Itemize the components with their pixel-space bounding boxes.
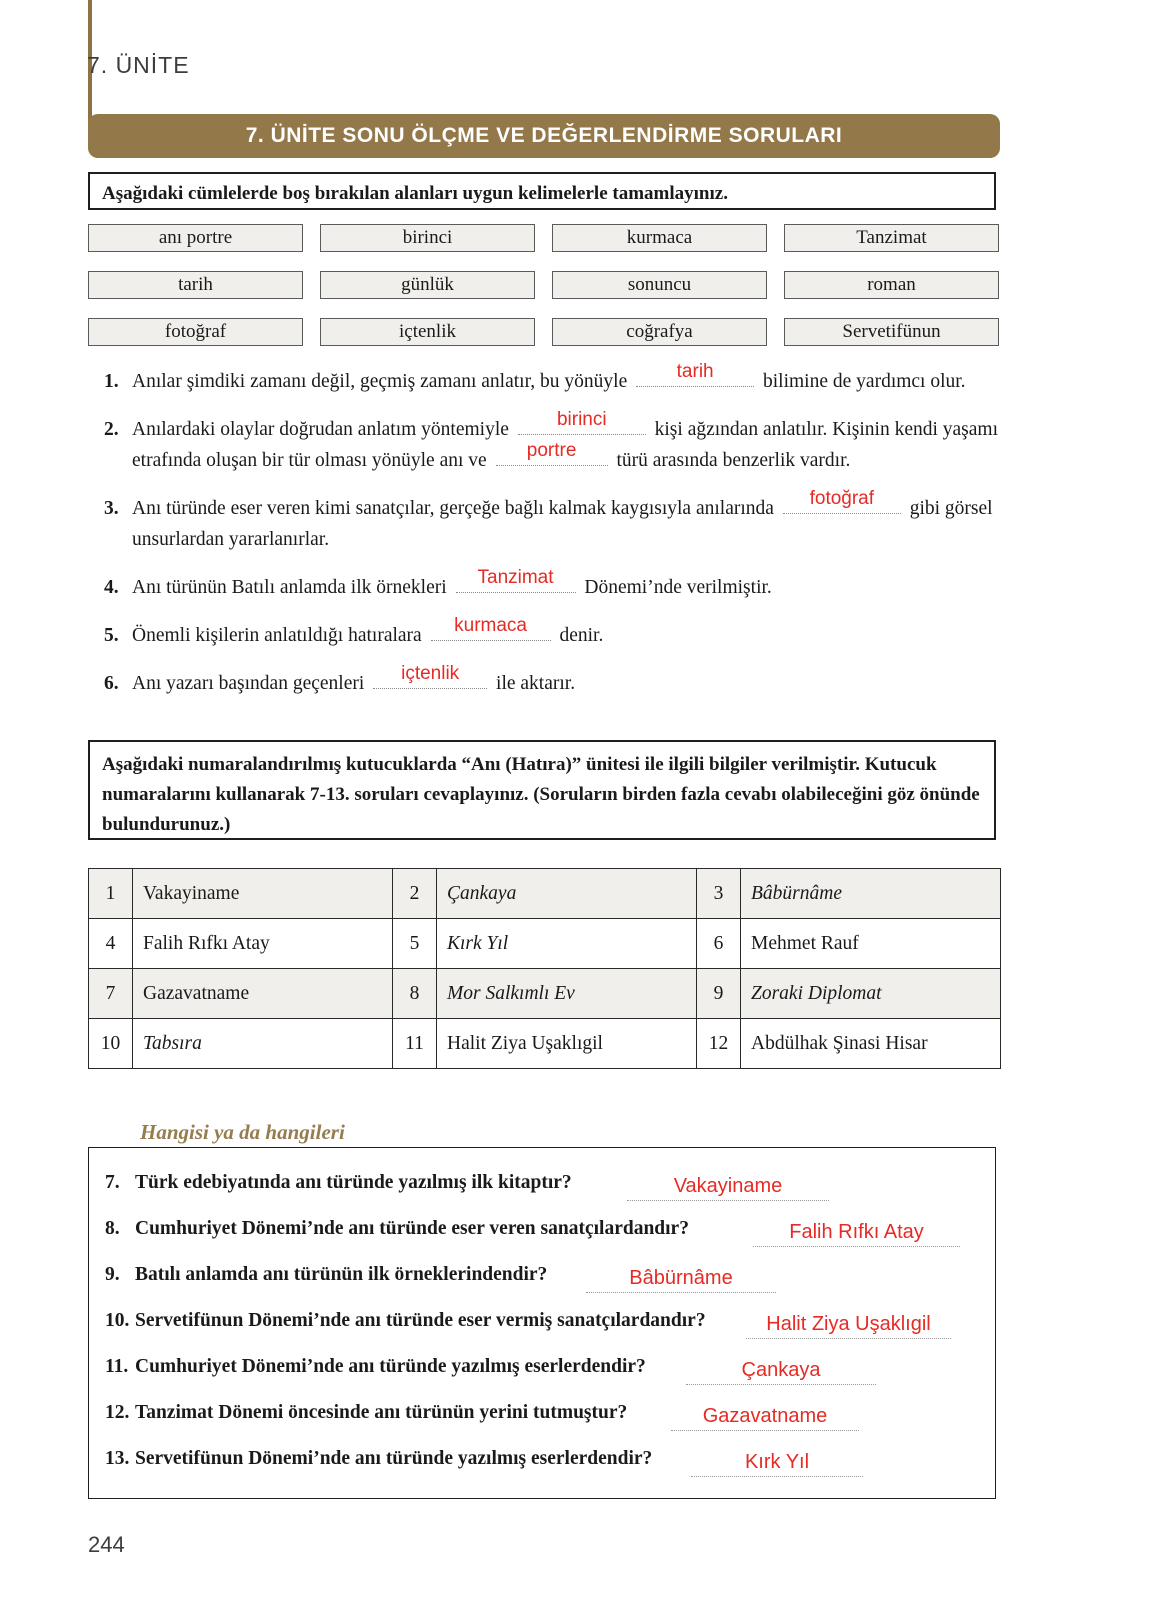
handwritten-answer: Çankaya — [741, 1359, 821, 1381]
word-bank-item — [552, 224, 767, 252]
answer-blank — [373, 663, 487, 689]
cell-text: Çankaya — [437, 869, 697, 919]
numbered-boxes-instruction-text: Aşağıdaki numaralandırılmış kutucuklarda “Anı (Hatıra)” ünitesi ile ilgili bilgiler verilmiştir. Kutucuk numaralarını kullanarak 7-13. soruları cevaplayınız. (Soruların birden fazla cevabı olabileceğini göz önünde bulundurunuz.) — [102, 754, 980, 835]
question-number: 4. — [104, 577, 119, 598]
question-3 — [88, 488, 1000, 555]
cell-number: 1 — [89, 869, 133, 919]
question-5 — [88, 615, 1000, 651]
cell-text: Gazavatname — [133, 969, 393, 1019]
handwritten-answer: içtenlik — [401, 663, 460, 684]
handwritten-answer: tarih — [676, 361, 714, 382]
answer-blank — [686, 1348, 876, 1385]
word-bank-item — [320, 224, 535, 252]
handwritten-answer: fotoğraf — [809, 488, 875, 509]
word-bank-item — [320, 318, 535, 346]
cell-text: Halit Ziya Uşaklıgil — [437, 1019, 697, 1069]
cell-number: 6 — [697, 919, 741, 969]
cell-text: Tabsıra — [133, 1019, 393, 1069]
answer-blank — [783, 488, 901, 514]
word-bank-item — [320, 271, 535, 299]
handwritten-answer: kurmaca — [454, 615, 527, 636]
handwritten-answer: Falih Rıfkı Atay — [789, 1221, 924, 1243]
question-11 — [89, 1348, 995, 1394]
word-bank-label: roman — [867, 274, 916, 295]
word-bank-item — [784, 271, 999, 299]
question-number: 12. — [105, 1402, 130, 1423]
cell-number: 10 — [89, 1019, 133, 1069]
word-bank-label: kurmaca — [626, 227, 693, 248]
word-bank — [88, 224, 1000, 346]
table-row — [89, 1019, 1001, 1069]
handwritten-answer: Bâbürnâme — [629, 1267, 733, 1289]
section-banner-title: 7. ÜNİTE SONU ÖLÇME VE DEĞERLENDİRME SORULARI — [245, 124, 843, 147]
cell-text: Mor Salkımlı Ev — [437, 969, 697, 1019]
cell-number: 12 — [697, 1019, 741, 1069]
answer-blank — [636, 361, 754, 387]
fill-in-instruction-text: Aşağıdaki cümlelerde boş bırakılan alanları uygun kelimelerle tamamlayınız. — [102, 183, 728, 204]
question-text: Anı türünde eser veren kimi sanatçılar, gerçeğe bağlı kalmak kaygısıyla anılarında — [132, 498, 774, 519]
question-13 — [89, 1440, 995, 1486]
word-bank-label: Tanzimat — [856, 227, 927, 248]
matching-questions-box — [88, 1147, 996, 1499]
question-text: Önemli kişilerin anlatıldığı hatıralara — [132, 625, 422, 646]
question-text: gibi görsel unsurlardan yararlanırlar. — [132, 498, 993, 550]
answer-blank — [586, 1256, 776, 1293]
cell-number: 3 — [697, 869, 741, 919]
question-number: 6. — [104, 673, 119, 694]
answer-blank — [671, 1394, 859, 1431]
page-number: 244 — [88, 1532, 125, 1557]
word-bank-label: anı portre — [158, 227, 233, 248]
word-bank-label: Servetifünun — [842, 321, 941, 342]
numbered-boxes-instruction-box — [88, 740, 996, 840]
question-number: 10. — [105, 1310, 130, 1331]
question-text: Dönemi’nde verilmiştir. — [584, 577, 772, 598]
question-text: Batılı anlamda anı türünün ilk örneklerindendir? — [135, 1264, 548, 1285]
word-bank-item — [784, 318, 999, 346]
table-row — [89, 919, 1001, 969]
question-number: 9. — [105, 1264, 120, 1285]
handwritten-answer: Halit Ziya Uşaklıgil — [766, 1313, 931, 1335]
question-text: Servetifünun Dönemi’nde anı türünde yazılmış eserlerdendir? — [135, 1448, 653, 1469]
question-text: Servetifünun Dönemi’nde anı türünde eser vermiş sanatçılardandır? — [135, 1310, 706, 1331]
question-number: 2. — [104, 419, 119, 440]
answer-blank — [753, 1210, 960, 1247]
answer-blank — [746, 1302, 951, 1339]
cell-number: 5 — [393, 919, 437, 969]
word-bank-item — [88, 224, 303, 252]
answer-blank — [691, 1440, 863, 1477]
question-text: bilimine de yardımcı olur. — [763, 371, 966, 392]
answer-blank — [496, 440, 608, 466]
handwritten-answer: Kırk Yıl — [744, 1451, 810, 1473]
question-text: türü arasında benzerlik vardır. — [616, 450, 851, 471]
answer-blank — [627, 1164, 829, 1201]
question-text: Türk edebiyatında anı türünde yazılmış ilk kitaptır? — [135, 1172, 572, 1193]
answer-blank — [456, 567, 576, 593]
fill-in-questions — [88, 361, 1000, 716]
cell-text: Zoraki Diplomat — [741, 969, 1001, 1019]
cell-number: 8 — [393, 969, 437, 1019]
question-text: kişi ağzından anlatılır. Kişinin kendi yaşamı etrafında oluşan bir tür olması yönüyle anı ve — [132, 419, 998, 471]
table-row — [89, 869, 1001, 919]
word-bank-label: içtenlik — [399, 321, 456, 342]
word-bank-item — [552, 318, 767, 346]
cell-text: Vakayiname — [133, 869, 393, 919]
question-text: Tanzimat Dönemi öncesinde anı türünün yerini tutmuştur? — [135, 1402, 628, 1423]
question-4 — [88, 567, 1000, 603]
cell-text: Falih Rıfkı Atay — [133, 919, 393, 969]
unit-label: 7. ÜNİTE — [87, 52, 190, 78]
question-text: Cumhuriyet Dönemi’nde anı türünde yazılmış eserlerdendir? — [135, 1356, 646, 1377]
question-12 — [89, 1394, 995, 1440]
word-bank-label: tarih — [178, 274, 213, 295]
question-text: ile aktarır. — [496, 673, 576, 694]
question-number: 11. — [105, 1356, 129, 1377]
cell-text: Mehmet Rauf — [741, 919, 1001, 969]
section-banner — [88, 114, 1000, 158]
question-text: Anılar şimdiki zamanı değil, geçmiş zamanı anlatır, bu yönüyle — [132, 371, 628, 392]
word-bank-label: fotoğraf — [164, 321, 227, 342]
question-10 — [89, 1302, 995, 1348]
question-number: 7. — [105, 1172, 120, 1193]
answer-blank — [518, 409, 646, 435]
word-bank-item — [88, 318, 303, 346]
answer-blank — [431, 615, 551, 641]
handwritten-answer: Gazavatname — [702, 1405, 828, 1427]
cell-text: Kırk Yıl — [437, 919, 697, 969]
word-bank-label: coğrafya — [626, 321, 693, 342]
question-number: 8. — [105, 1218, 120, 1239]
handwritten-answer: portre — [526, 440, 577, 461]
question-1 — [88, 361, 1000, 397]
question-number: 3. — [104, 498, 119, 519]
fill-in-instruction-box — [88, 172, 996, 210]
word-bank-item — [784, 224, 999, 252]
matching-section-heading: Hangisi ya da hangileri — [126, 1120, 359, 1145]
question-text: Cumhuriyet Dönemi’nde anı türünde eser veren sanatçılardandır? — [135, 1218, 689, 1239]
question-number: 5. — [104, 625, 119, 646]
cell-number: 4 — [89, 919, 133, 969]
word-bank-item — [552, 271, 767, 299]
word-bank-label: günlük — [401, 274, 454, 295]
question-8 — [89, 1210, 995, 1256]
cell-text: Bâbürnâme — [741, 869, 1001, 919]
cell-number: 2 — [393, 869, 437, 919]
handwritten-answer: Tanzimat — [477, 567, 554, 588]
question-6 — [88, 663, 1000, 699]
question-text: Anılardaki olaylar doğrudan anlatım yöntemiyle — [132, 419, 509, 440]
cell-number: 11 — [393, 1019, 437, 1069]
word-bank-label: sonuncu — [627, 274, 692, 295]
question-number: 13. — [105, 1448, 130, 1469]
cell-number: 7 — [89, 969, 133, 1019]
question-text: Anı türünün Batılı anlamda ilk örnekleri — [132, 577, 447, 598]
cell-text: Abdülhak Şinasi Hisar — [741, 1019, 1001, 1069]
word-bank-label: birinci — [402, 227, 453, 248]
question-text: Anı yazarı başından geçenleri — [132, 673, 365, 694]
numbered-boxes-table — [88, 868, 1001, 1069]
question-2 — [88, 409, 1000, 476]
question-number: 1. — [104, 371, 119, 392]
word-bank-item — [88, 271, 303, 299]
question-7 — [89, 1164, 995, 1210]
handwritten-answer: Vakayiname — [673, 1175, 783, 1197]
handwritten-answer: birinci — [556, 409, 607, 430]
question-text: denir. — [559, 625, 604, 646]
cell-number: 9 — [697, 969, 741, 1019]
table-row — [89, 969, 1001, 1019]
question-9 — [89, 1256, 995, 1302]
